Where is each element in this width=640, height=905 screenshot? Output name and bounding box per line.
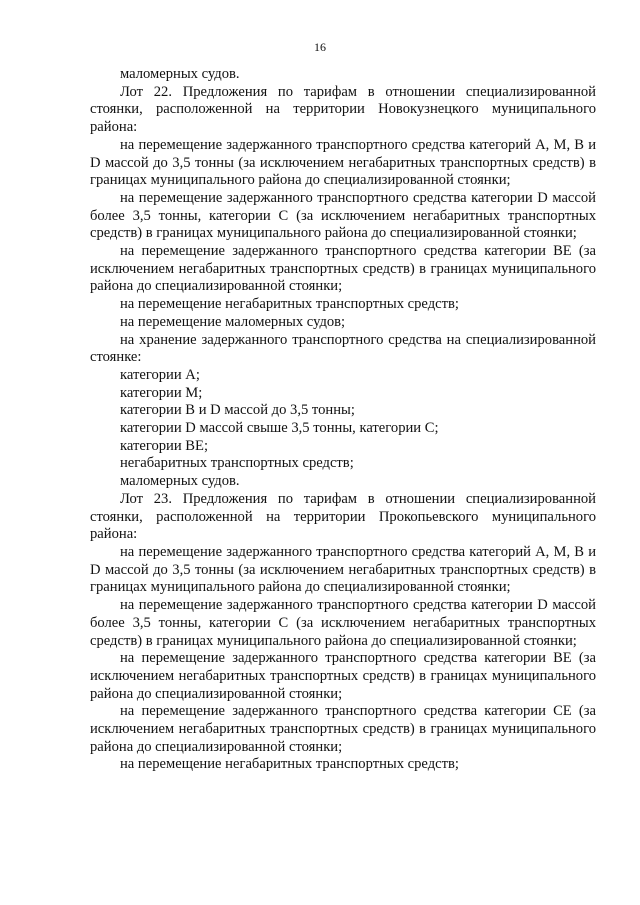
paragraph: на перемещение негабаритных транспортных средств;: [120, 296, 459, 313]
paragraph: маломерных судов.: [120, 66, 240, 82]
paragraph: на перемещение маломерных судов;: [120, 313, 346, 330]
paragraph: на перемещение задержанного транспортного средства категории D массой более 3,5 тонны, категории C (за исключением негабаритных транспортных средств) в границах муниципального района до специализированной стоянки;: [90, 189, 596, 242]
paragraph: на перемещение задержанного транспортного средства категории CE (за исключением негабаритных транспортных средств) в границах муниципального района до специализированной стоянки;: [90, 703, 596, 755]
list-item: негабаритных транспортных средств;: [120, 455, 354, 472]
lot-23-heading: Лот 23. Предложения по тарифам в отношении специализированной стоянки, расположенной на территории Прокопьевского муниципального района:: [90, 490, 596, 543]
paragraph: на перемещение задержанного транспортного средства категорий A, M, B и D массой до 3,5 тонны (за исключением негабаритных транспортных средств) в границах муниципального района до специализированной стоянки;: [90, 543, 596, 596]
paragraph: на перемещение задержанного транспортного средства категории BE (за исключением негабаритных транспортных средств) в границах муниципального района до специализированной стоянки;: [90, 650, 596, 702]
list-item: категории BE;: [120, 437, 209, 454]
list-item: категории D массой свыше 3,5 тонны, категории C;: [120, 420, 439, 437]
paragraph: на перемещение задержанного транспортного средства категории BE (за исключением негабаритных транспортных средств) в границах муниципального района до специализированной стоянки;: [90, 243, 596, 295]
list-item: маломерных судов.: [120, 473, 240, 490]
paragraph: на перемещение задержанного транспортного средства категорий A, M, B и D массой до 3,5 тонны (за исключением негабаритных транспортных средств) в границах муниципального района до специализированной стоянки;: [90, 136, 596, 189]
paragraph: на хранение задержанного транспортного средства на специализированной стоянке:: [90, 331, 596, 366]
paragraph: на перемещение негабаритных транспортных средств;: [120, 756, 459, 773]
paragraph: на перемещение задержанного транспортного средства категории D массой более 3,5 тонны, категории C (за исключением негабаритных транспортных средств) в границах муниципального района до специализированной стоянки;: [90, 597, 596, 649]
lot-22-heading: Лот 22. Предложения по тарифам в отношении специализированной стоянки, расположенной на территории Новокузнецкого муниципального района:: [90, 83, 596, 136]
document-body: [90, 66, 596, 774]
list-item: категории B и D массой до 3,5 тонны;: [120, 402, 355, 419]
list-item: категории M;: [120, 384, 203, 401]
list-item: категории A;: [120, 366, 200, 383]
page-number: 16: [314, 40, 326, 54]
